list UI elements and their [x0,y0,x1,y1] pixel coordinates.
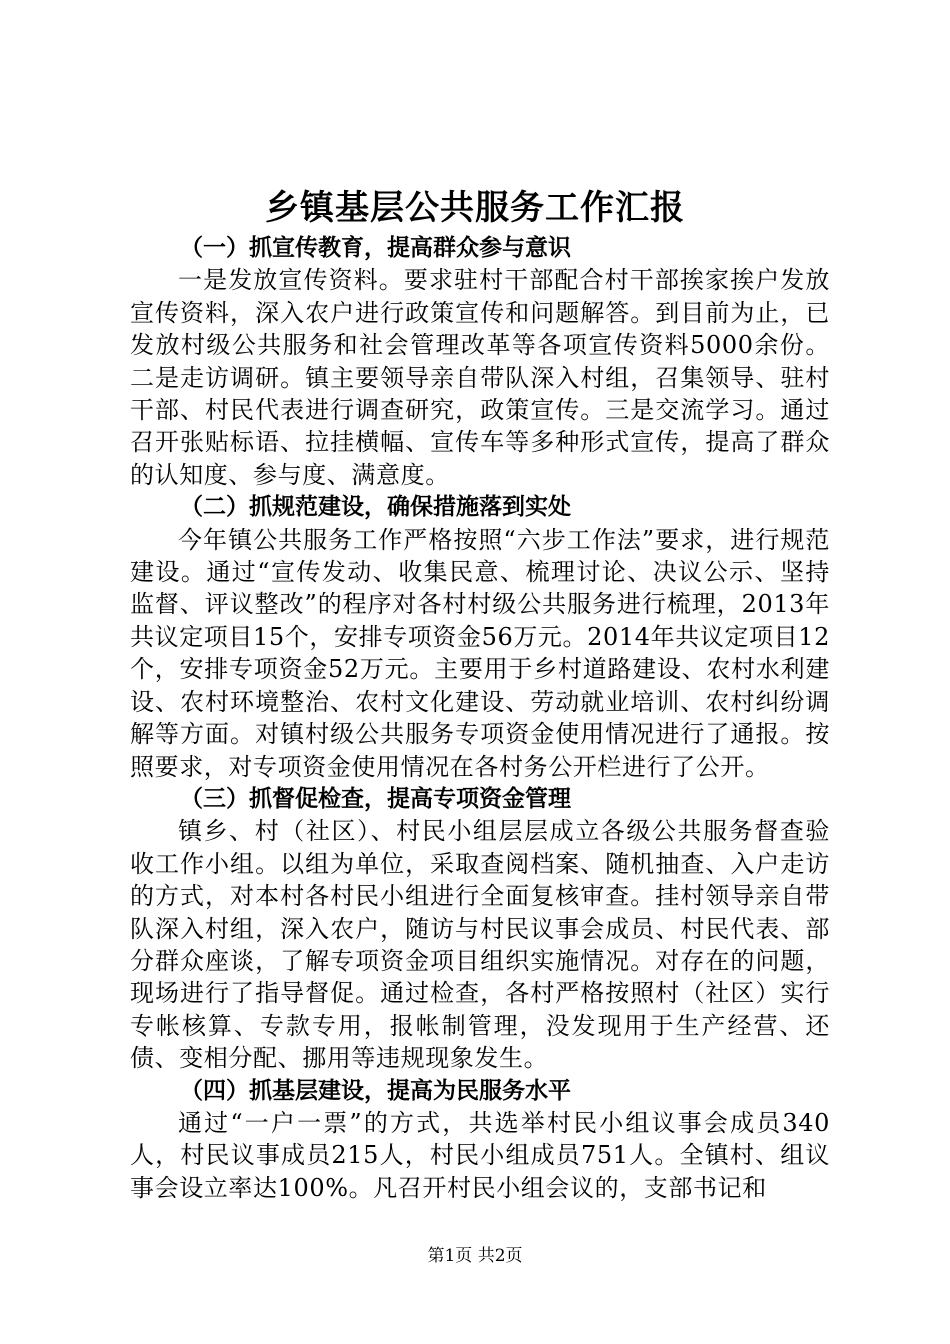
section-4 [130,1075,830,1205]
section-heading: （二）抓规范建设，确保措施落到实处 [180,494,571,521]
document-body [130,232,830,1204]
section-paragraph: 通过“一户一票”的方式，共选举村民小组议事会成员340人，村民议事成员215人，村民小组成员751人。全镇村、组议事会设立率达100%。凡召开村民小组会议的，支部书记和 [130,1108,830,1202]
section-heading: （四）抓基层建设，提高为民服务水平 [180,1077,571,1104]
page-title: 乡镇基层公共服务工作汇报 [265,188,685,228]
section-3 [130,783,830,1075]
section-heading: （一）抓宣传教育，提高群众参与意识 [180,235,571,261]
section-paragraph: 镇乡、村（社区）、村民小组层层成立各级公共服务督查验收工作小组。以组为单位，采取查阅档案、随机抽查、入户走访的方式，对本村各村民小组进行全面复核审查。挂村领导亲自带队深入村组，深入农户，随访与村民议事会成员、村民代表、部分群众座谈，了解专项资金项目组织实施情况。对存在的问题，现场进行了指导督促。通过检查，各村严格按照村（社区）实行专帐核算、专款专用，报帐制管理，没发现用于生产经营、还债、变相分配、挪用等违规现象发生。 [130,817,830,1073]
section-1 [130,232,830,491]
section-paragraph: 今年镇公共服务工作严格按照“六步工作法”要求，进行规范建设。通过“宣传发动、收集民意、梳理讨论、决议公示、坚持监督、评议整改”的程序对各村村级公共服务进行梳理，2013年共议定项目15个，安排专项资金56万元。2014年共议定项目12个，安排专项资金52万元。主要用于乡村道路建设、农村水利建设、农村环境整治、农村文化建设、劳动就业培训、农村纠纷调解等方面。对镇村级公共服务专项资金使用情况进行了通报。按照要求，对专项资金使用情况在各村务公开栏进行了公开。 [130,525,830,781]
section-2 [130,491,830,783]
section-heading: （三）抓督促检查，提高专项资金管理 [180,785,571,812]
page-footer: 第1页 共2页 [427,1246,523,1266]
section-paragraph: 一是发放宣传资料。要求驻村干部配合村干部挨家挨户发放宣传资料，深入农户进行政策宣传和问题解答。到目前为止，已发放村级公共服务和社会管理改革等各项宣传资料5000余份。二是走访调研。镇主要领导亲自带队深入村组，召集领导、驻村干部、村民代表进行调查研究，政策宣传。三是交流学习。通过召开张贴标语、拉挂横幅、宣传车等多种形式宣传，提高了群众的认知度、参与度、满意度。 [130,266,830,489]
